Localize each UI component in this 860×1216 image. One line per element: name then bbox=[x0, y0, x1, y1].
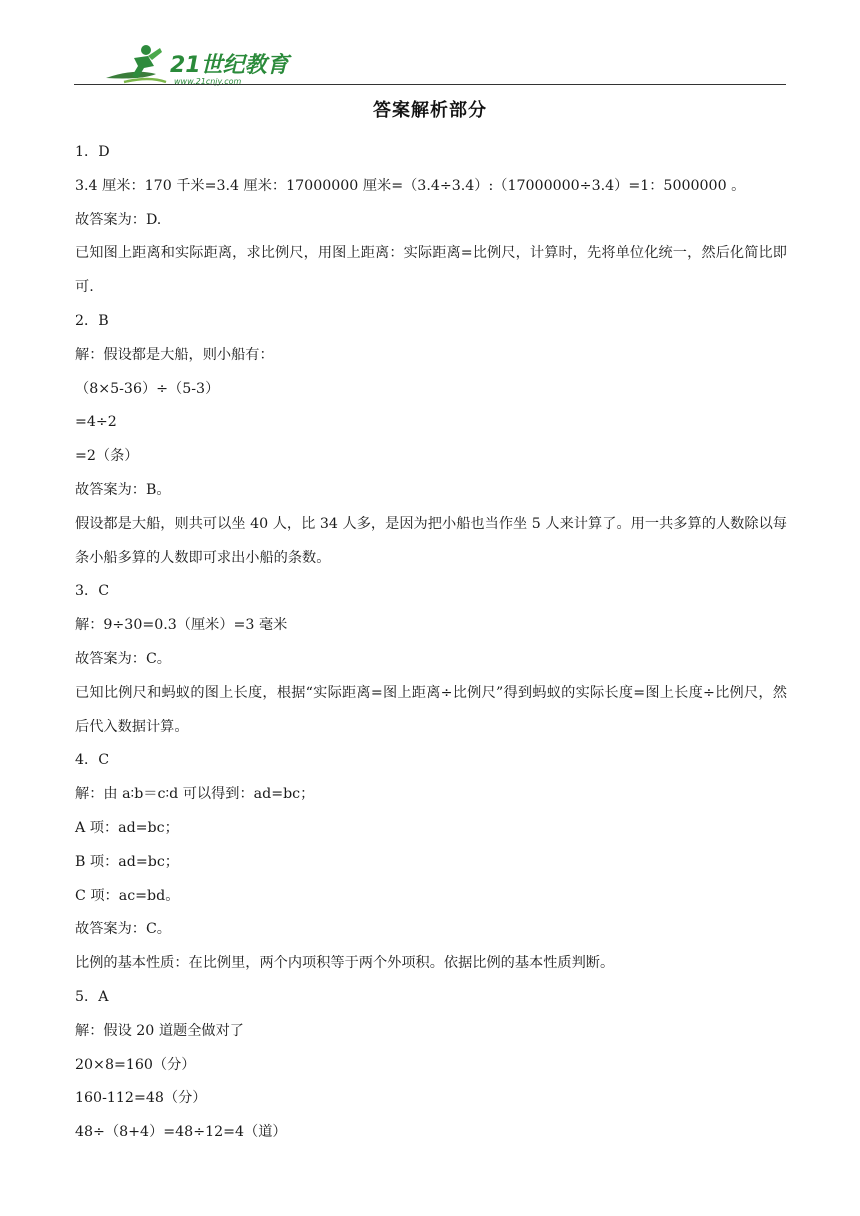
text-line: A 项：ad=bc； bbox=[75, 819, 179, 836]
text-line: 48÷（8+4）=48÷12=4（道） bbox=[75, 1124, 287, 1141]
answer-number-4: 4．C bbox=[75, 752, 110, 769]
page-title: 答案解析部分 bbox=[373, 100, 487, 121]
text-line: 160-112=48（分） bbox=[75, 1090, 207, 1107]
text-line: C 项：ac=bd。 bbox=[75, 887, 180, 904]
logo bbox=[94, 38, 334, 88]
runner-icon bbox=[106, 45, 166, 82]
page-header bbox=[74, 36, 786, 88]
text-line: B 项：ad=bc； bbox=[75, 853, 179, 870]
logo-main-text: 21世纪教育 bbox=[170, 53, 289, 78]
explanation-paragraph: 比例的基本性质：在比例里，两个内项积等于两个外项积。依据比例的基本性质判断。 bbox=[75, 955, 615, 972]
text-line: 20×8=160（分） bbox=[75, 1056, 196, 1073]
text-line: 解：假设都是大船，则小船有： bbox=[75, 346, 274, 363]
text-line: =4÷2 bbox=[75, 414, 117, 431]
answer-number-5: 5．A bbox=[75, 988, 109, 1005]
text-line: =2（条） bbox=[75, 448, 139, 465]
text-line: 故答案为：B。 bbox=[75, 481, 171, 498]
answer-number-1: 1．D bbox=[75, 144, 110, 160]
text-line: 解：9÷30=0.3（厘米）=3 毫米 bbox=[75, 617, 288, 634]
explanation-paragraph: 假设都是大船，则共可以坐 40 人，比 34 人多，是因为把小船也当作坐 5 人来计算了。用一共多算的人数除以每条小船多算的人数即可求出小船的条数。 bbox=[75, 515, 787, 566]
answer-number-3: 3．C bbox=[75, 583, 110, 600]
explanation-paragraph: 已知比例尺和蚂蚁的图上长度，根据“实际距离=图上距离÷比例尺”得到蚂蚁的实际长度=图上长度÷比例尺，然后代入数据计算。 bbox=[75, 684, 787, 735]
text-line: 解：假设 20 道题全做对了 bbox=[75, 1022, 244, 1039]
answer-content bbox=[75, 136, 787, 1150]
text-line: 解：由 a∶b＝c∶d 可以得到：ad=bc； bbox=[75, 786, 315, 803]
explanation-paragraph: 已知图上距离和实际距离，求比例尺，用图上距离：实际距离=比例尺，计算时，先将单位化统一，然后化简比即可. bbox=[75, 245, 787, 296]
text-line: （8×5-36）÷（5-3） bbox=[75, 380, 220, 397]
logo-url-text: www.21cnjy.com bbox=[174, 77, 242, 86]
text-line: 故答案为：D. bbox=[75, 211, 162, 228]
text-line: 故答案为：C。 bbox=[75, 921, 171, 938]
answer-number-2: 2．B bbox=[75, 312, 109, 329]
header-divider bbox=[74, 84, 786, 85]
text-line: 故答案为：C。 bbox=[75, 650, 171, 667]
text-line: 3.4 厘米：170 千米=3.4 厘米：17000000 厘米=（3.4÷3.4）:（17000000÷3.4）=1：5000000 。 bbox=[75, 177, 746, 194]
